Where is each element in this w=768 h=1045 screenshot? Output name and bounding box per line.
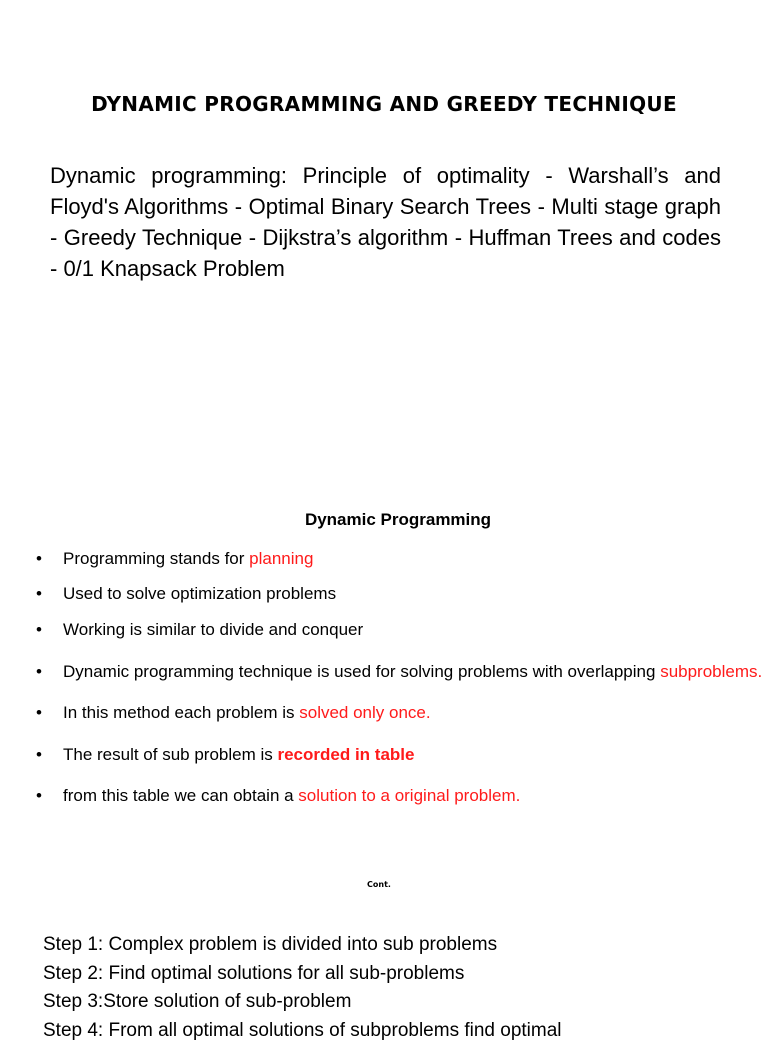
highlight-text: recorded in table — [277, 745, 415, 764]
bullet-icon: • — [36, 620, 42, 639]
syllabus-intro: Dynamic programming: Principle of optimality - Warshall’s and Floyd's Algorithms - Optimal Binary Search Trees - Multi stage graph - Greedy Technique - Dijkstra’s algorithm - Huffman Trees and codes - 0/1 Knapsack Problem — [50, 163, 721, 281]
highlight-text: subproblems. — [660, 662, 763, 681]
bullet-icon: • — [36, 703, 42, 722]
list-item-text: In this method each problem is solved only once. — [63, 703, 431, 722]
list-item-text: Programming stands for planning — [63, 549, 314, 568]
list-item-text: Working is similar to divide and conquer — [63, 620, 364, 639]
highlight-text: solved only once. — [299, 703, 431, 722]
list-item-text: Dynamic programming technique is used for solving problems with overlapping subproblems. — [63, 662, 763, 681]
highlight-text: planning — [249, 549, 314, 568]
section-heading: Dynamic Programming — [304, 510, 492, 529]
bullet-icon: • — [36, 584, 42, 603]
bullet-icon: • — [36, 786, 42, 805]
list-item-text: from this table we can obtain a solution to a original problem. — [63, 786, 521, 805]
step-item: Step 1: Complex problem is divided into sub problems — [43, 934, 498, 955]
steps-list — [43, 931, 562, 1045]
list-item-text: Used to solve optimization problems — [63, 584, 337, 603]
bullet-icon: • — [36, 745, 42, 764]
step-item: Step 3:Store solution of sub-problem — [43, 991, 352, 1013]
page-title: DYNAMIC PROGRAMMING AND GREEDY TECHNIQUE — [91, 92, 677, 116]
step-item: Step 2: Find optimal solutions for all sub-problems — [43, 962, 465, 984]
list-item-text: The result of sub problem is recorded in table — [63, 745, 415, 764]
step-item: Step 4: From all optimal solutions of subproblems find optimal — [43, 1019, 562, 1041]
cont-label: Cont. — [367, 880, 391, 889]
bullet-icon: • — [36, 662, 42, 681]
bullet-icon: • — [36, 549, 42, 568]
highlight-text: solution to a original problem. — [298, 786, 521, 805]
